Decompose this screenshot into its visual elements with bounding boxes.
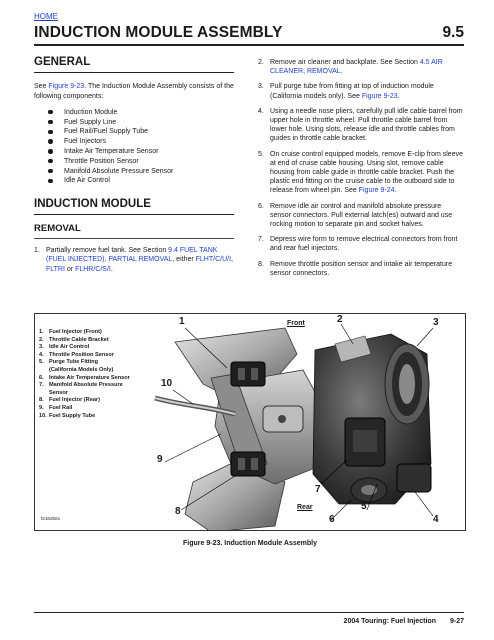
general-intro: See Figure 9-23. The Induction Module Assembly consists of the following components: bbox=[34, 83, 234, 100]
page-header bbox=[34, 24, 464, 42]
page-number: 9-27 bbox=[449, 618, 464, 625]
flhrcsi-link[interactable]: FLHR/C/S/I bbox=[75, 265, 111, 273]
figure-9-23-link[interactable]: Figure 9-23 bbox=[361, 92, 398, 100]
removal-steps-left bbox=[34, 246, 234, 274]
air-cleaner-section-link[interactable]: 4.5 AIR CLEANER, REMOVAL bbox=[270, 59, 443, 76]
induction-module-heading: INDUCTION MODULE bbox=[34, 197, 151, 210]
legend-item: 8. Fuel Injector (Rear) bbox=[39, 397, 100, 404]
page-title: INDUCTION MODULE ASSEMBLY bbox=[34, 24, 283, 41]
figure-9-23-link[interactable]: Figure 9-23 bbox=[48, 83, 85, 91]
general-heading: GENERAL bbox=[34, 56, 91, 68]
legend-item: (California Models Only) bbox=[49, 366, 114, 373]
fuel-tank-section-link[interactable]: 9.4 FUEL TANK (FUEL INJECTED), PARTIAL REMOVAL bbox=[46, 247, 218, 264]
right-column bbox=[258, 58, 464, 284]
step-2: 2. Remove air cleaner and backplate. See Section 4.5 AIR CLEANER, REMOVAL. bbox=[258, 59, 443, 76]
step-5: 5. On cruise control equipped models, remove E-clip from sleeve at end of cruise cable housing. Using slot, remove cable housing from cable guide in throttle cable bracket. Push the plastic end fitting on the cruise cable to the outboard side to release from wheel pin. See Figure 9-24. bbox=[258, 150, 463, 195]
step-4: 4. Using a needle nose pliers, carefully pull idle cable barrel from upper hole in throttle wheel. Pull throttle cable barrel from lower hole. Using slots, release idle and throttle cables from guides in throttle cable bracket. bbox=[258, 107, 463, 143]
list-item: Induction Module bbox=[48, 108, 234, 117]
callout-1: 1 bbox=[179, 316, 185, 327]
home-link[interactable]: HOME bbox=[34, 12, 58, 21]
removal-divider bbox=[34, 238, 234, 239]
callout-5: 5 bbox=[361, 501, 367, 512]
left-column bbox=[34, 58, 234, 280]
legend-item: 9. Fuel Rail bbox=[39, 404, 73, 411]
legend-item: 5. Purge Tube Fitting bbox=[39, 359, 98, 366]
legend-item: 6. Intake Air Temperature Sensor bbox=[39, 374, 130, 381]
fltri-link[interactable]: FLTRI bbox=[46, 265, 65, 273]
legend-item: 10. Fuel Supply Tube bbox=[39, 412, 96, 419]
callout-9: 9 bbox=[157, 454, 163, 465]
legend-item: 1. Fuel Injector (Front) bbox=[39, 329, 102, 335]
figure-legend bbox=[39, 329, 130, 420]
callout-3: 3 bbox=[433, 317, 439, 328]
step-7: 7. Depress wire form to remove electrical connectors from front and rear fuel injectors. bbox=[258, 236, 458, 253]
footer-book-title: 2004 Touring: Fuel Injection bbox=[343, 618, 436, 625]
step-1: 1. Partially remove fuel tank. See Section 9.4 FUEL TANK (FUEL INJECTED), PARTIAL REMOVAL, either FLHT/C/U/I, FLTRI or FLHR/C/S/I. bbox=[34, 247, 233, 273]
front-label: Front bbox=[287, 320, 305, 327]
list-item: Intake Air Temperature Sensor bbox=[48, 147, 234, 156]
callout-2: 2 bbox=[337, 314, 343, 325]
removal-heading: REMOVAL bbox=[34, 222, 81, 234]
callout-8: 8 bbox=[175, 506, 181, 517]
footer-divider bbox=[34, 612, 464, 613]
general-divider bbox=[34, 72, 234, 73]
figure-id: f2162b0x bbox=[41, 516, 60, 521]
legend-item: 7. Manifold Absolute Pressure bbox=[39, 382, 123, 389]
rear-label: Rear bbox=[297, 504, 313, 511]
legend-item: 2. Throttle Cable Bracket bbox=[39, 336, 109, 343]
list-item: Fuel Injectors bbox=[48, 137, 234, 146]
component-list bbox=[48, 108, 234, 186]
list-item: Idle Air Control bbox=[48, 176, 234, 185]
step-8: 8. Remove throttle position sensor and intake air temperature sensor connectors. bbox=[258, 260, 453, 277]
figure-9-23 bbox=[34, 313, 466, 531]
list-item: Manifold Absolute Pressure Sensor bbox=[48, 167, 234, 176]
legend-item: 3. Idle Air Control bbox=[39, 344, 90, 351]
figure-caption: Figure 9-23. Induction Module Assembly bbox=[183, 540, 317, 547]
list-item: Fuel Rail/Fuel Supply Tube bbox=[48, 127, 234, 136]
step-6: 6. Remove idle air control and manifold absolute pressure sensor connectors. Pull external latch(es) outward and use rocking motion to separate pin and socket halves. bbox=[258, 202, 453, 229]
callout-7: 7 bbox=[315, 484, 321, 495]
step-3: 3. Pull purge tube from fitting at top of induction module (California models only). See Figure 9-23. bbox=[258, 83, 434, 100]
callout-6: 6 bbox=[329, 514, 335, 525]
legend-item: 4. Throttle Position Sensor bbox=[39, 351, 114, 358]
callout-4: 4 bbox=[433, 514, 439, 525]
list-item: Throttle Position Sensor bbox=[48, 157, 234, 166]
title-divider bbox=[34, 44, 464, 46]
induction-module-divider bbox=[34, 214, 234, 215]
flhtcui-link[interactable]: FLHT/C/U/I bbox=[195, 256, 232, 264]
legend-item: Sensor bbox=[49, 389, 68, 396]
page-footer bbox=[344, 618, 464, 625]
figure-9-24-link[interactable]: Figure 9-24 bbox=[358, 187, 395, 195]
section-number: 9.5 bbox=[442, 24, 464, 41]
callout-10: 10 bbox=[161, 378, 173, 389]
list-item: Fuel Supply Line bbox=[48, 118, 234, 127]
removal-steps-right bbox=[258, 58, 464, 278]
